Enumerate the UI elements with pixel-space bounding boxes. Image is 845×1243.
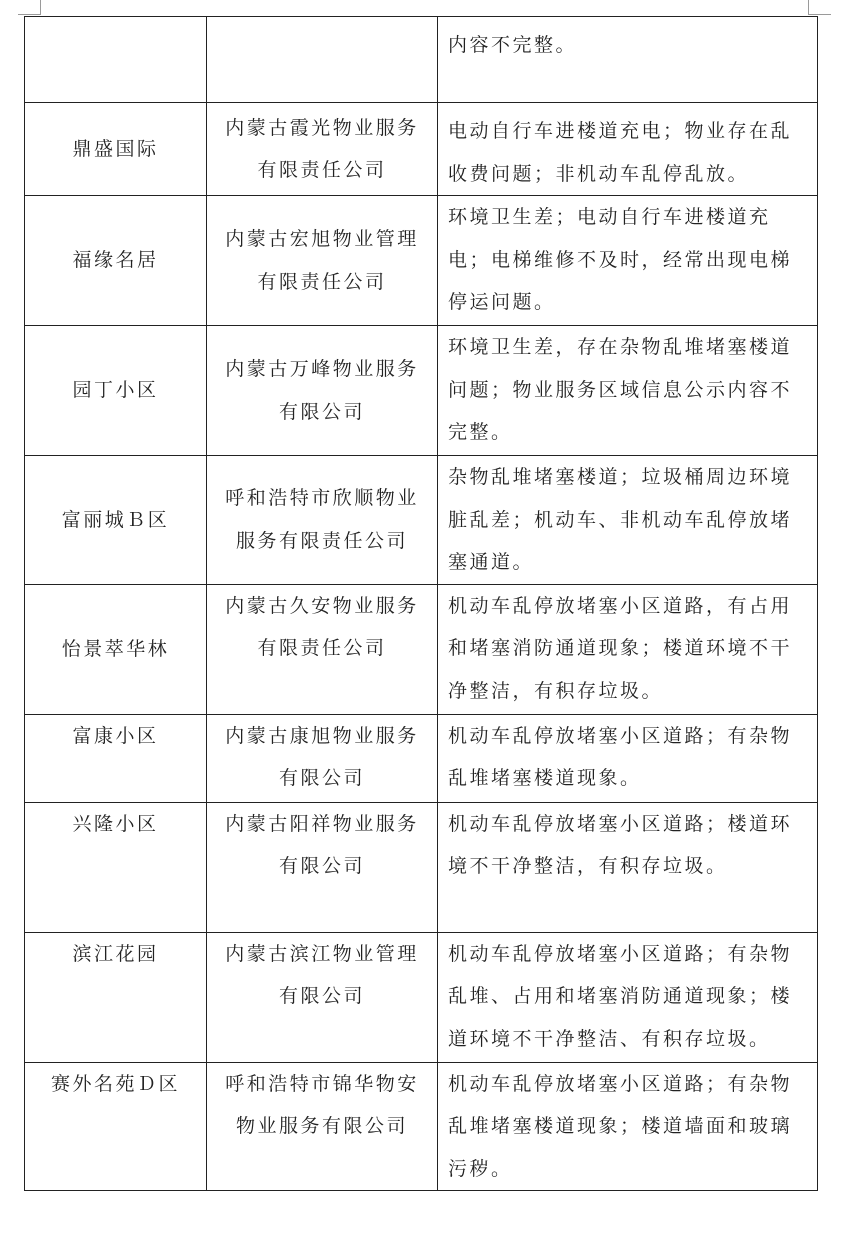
issues-cell [438, 326, 818, 456]
community-name: 福缘名居 [72, 249, 159, 272]
table-row [25, 714, 818, 802]
community-name: 兴隆小区 [72, 812, 159, 835]
issue-text-line: 收费问题；非机动车乱停乱放。 [448, 162, 750, 185]
community-name: 富康小区 [72, 724, 159, 747]
property-company-line: 有限公司 [278, 400, 365, 423]
community-name-cell [25, 802, 207, 932]
property-company-cell [207, 1062, 438, 1191]
property-company-line: 呼和浩特市欣顺物业 [225, 487, 419, 510]
issue-text-line: 机动车乱停放堵塞小区道路；有杂物 [448, 724, 793, 747]
issues-cell [438, 932, 818, 1062]
property-company-line: 内蒙古万峰物业服务 [225, 358, 419, 380]
issues-cell [438, 196, 818, 326]
issues-cell [438, 1062, 818, 1191]
table-row [25, 17, 818, 103]
property-company-line: 内蒙古阳祥物业服务 [225, 812, 419, 835]
issues-cell [438, 103, 818, 196]
property-company-line: 内蒙古滨江物业管理 [225, 942, 419, 965]
property-company-cell [207, 456, 438, 585]
property-company-line: 有限公司 [278, 767, 365, 789]
community-name: 赛外名苑Ｄ区 [50, 1072, 180, 1095]
issue-text-line: 环境卫生差；电动自行车进楼道充 [448, 206, 771, 228]
community-name-cell [25, 17, 207, 103]
issue-text-line: 净整洁，有积存垃圾。 [448, 679, 664, 702]
community-name: 富丽城Ｂ区 [61, 508, 170, 531]
issue-text-line: 机动车乱停放堵塞小区道路，有占用 [448, 594, 793, 617]
property-company-line: 内蒙古宏旭物业管理 [225, 228, 419, 250]
property-company-cell [207, 196, 438, 326]
table-row [25, 103, 818, 196]
property-company-line: 呼和浩特市锦华物安 [225, 1072, 419, 1095]
issue-text-line: 问题；物业服务区域信息公示内容不 [448, 378, 793, 401]
property-company-cell [207, 584, 438, 714]
issue-text-line: 乱堆、占用和堵塞消防通道现象；楼 [448, 985, 793, 1007]
community-name: 滨江花园 [72, 942, 159, 965]
issue-text-line: 污秽。 [448, 1157, 513, 1180]
property-company-cell [207, 103, 438, 196]
property-company-line: 内蒙古久安物业服务 [225, 594, 419, 617]
issues-cell [438, 584, 818, 714]
issue-text-line: 内容不完整。 [448, 34, 578, 56]
issues-cell [438, 456, 818, 585]
property-company-line: 有限公司 [278, 855, 365, 877]
table-row [25, 326, 818, 456]
page-corner-mark-right [808, 0, 831, 15]
community-name-cell [25, 196, 207, 326]
property-company-cell [207, 932, 438, 1062]
community-name: 鼎盛国际 [72, 137, 159, 160]
issues-cell [438, 17, 818, 103]
issues-cell [438, 714, 818, 802]
property-company-line: 服务有限责任公司 [235, 529, 408, 552]
issue-text-line: 杂物乱堆堵塞楼道；垃圾桶周边环境 [448, 466, 793, 488]
property-company-cell [207, 17, 438, 103]
community-name-cell [25, 584, 207, 714]
issue-text-line: 脏乱差；机动车、非机动车乱停放堵 [448, 508, 793, 531]
property-issues-table [24, 16, 818, 1191]
property-company-cell [207, 326, 438, 456]
issue-text-line: 塞通道。 [448, 551, 535, 573]
issue-text-line: 境不干净整洁，有积存垃圾。 [448, 855, 728, 877]
community-name: 怡景萃华林 [61, 637, 170, 660]
issue-text-line: 完整。 [448, 421, 513, 443]
property-company-line: 内蒙古康旭物业服务 [225, 724, 419, 747]
community-name-cell [25, 714, 207, 802]
issue-text-line: 机动车乱停放堵塞小区道路；有杂物 [448, 1072, 793, 1095]
issue-text-line: 乱堆堵塞楼道现象。 [448, 767, 642, 789]
table-row [25, 584, 818, 714]
issue-text-line: 道环境不干净整洁、有积存垃圾。 [448, 1027, 771, 1050]
issue-text-line: 和堵塞消防通道现象；楼道环境不干 [448, 637, 793, 659]
issues-cell [438, 802, 818, 932]
issue-text-line: 乱堆堵塞楼道现象；楼道墙面和玻璃 [448, 1115, 793, 1137]
table-row [25, 456, 818, 585]
property-company-line: 物业服务有限公司 [235, 1115, 408, 1137]
table-row [25, 932, 818, 1062]
issue-text-line: 停运问题。 [448, 291, 556, 313]
issue-text-line: 电动自行车进楼道充电；物业存在乱 [448, 120, 793, 142]
community-name: 园丁小区 [72, 379, 159, 402]
property-company-line: 内蒙古霞光物业服务 [225, 116, 419, 139]
property-company-cell [207, 714, 438, 802]
issue-text-line: 机动车乱停放堵塞小区道路；有杂物 [448, 942, 793, 965]
property-company-cell [207, 802, 438, 932]
table-row [25, 196, 818, 326]
table-body [25, 17, 818, 1191]
community-name-cell [25, 456, 207, 585]
page-corner-mark-left [18, 0, 41, 15]
table-row [25, 1062, 818, 1191]
community-name-cell [25, 1062, 207, 1191]
issue-text-line: 环境卫生差，存在杂物乱堆堵塞楼道 [448, 336, 793, 358]
community-name-cell [25, 103, 207, 196]
property-company-line: 有限责任公司 [257, 270, 387, 293]
property-company-line: 有限责任公司 [257, 637, 387, 659]
community-name-cell [25, 326, 207, 456]
table-row [25, 802, 818, 932]
community-name-cell [25, 932, 207, 1062]
issue-text-line: 机动车乱停放堵塞小区道路；楼道环 [448, 812, 793, 835]
issue-text-line: 电；电梯维修不及时，经常出现电梯 [448, 248, 793, 271]
property-company-line: 有限公司 [278, 985, 365, 1007]
property-company-line: 有限责任公司 [257, 159, 387, 181]
